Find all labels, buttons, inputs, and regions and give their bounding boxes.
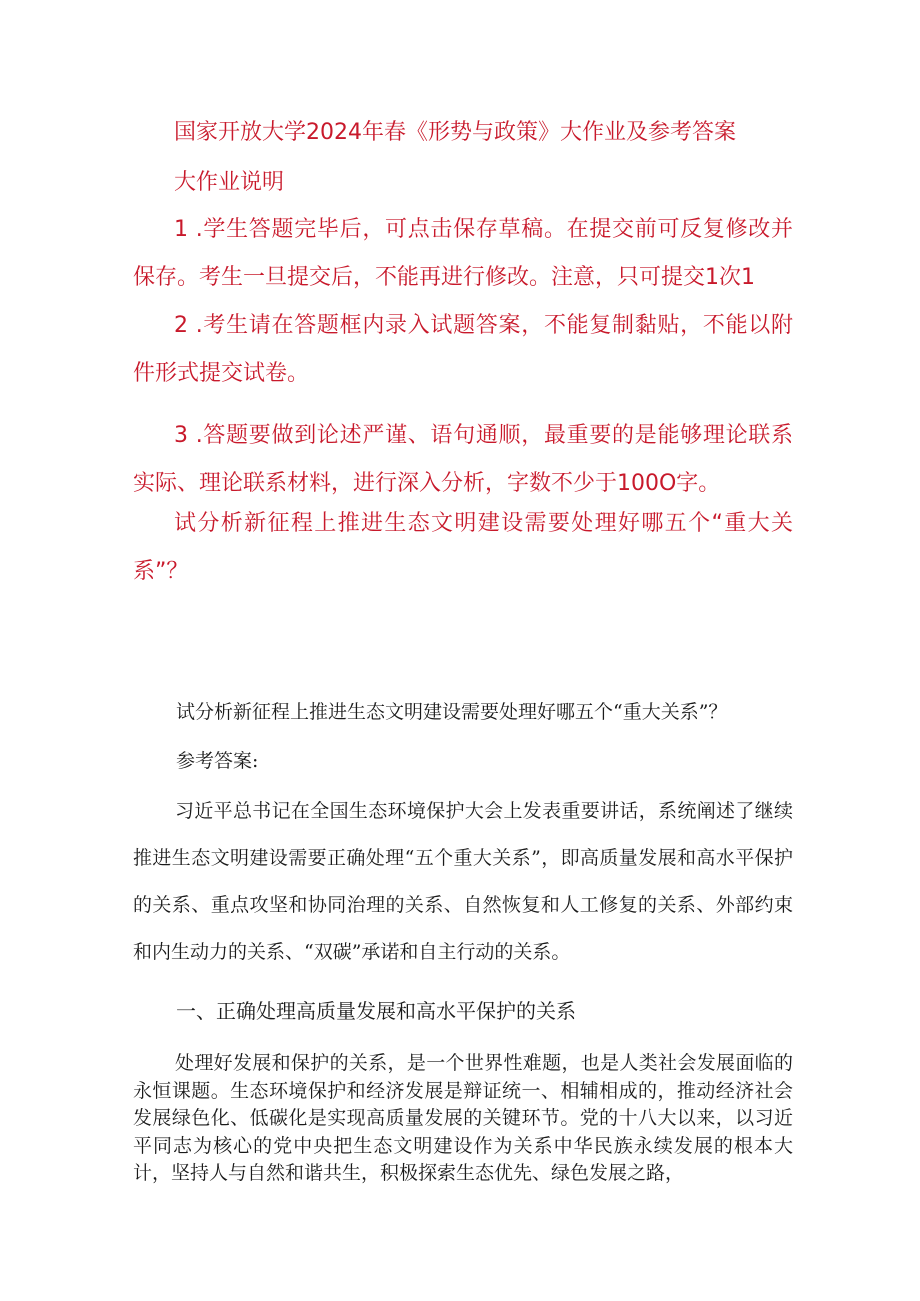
document-title: 国家开放大学2024年春《形势与政策》大作业及参考答案 <box>174 120 736 145</box>
instructions-heading: 大作业说明 <box>174 170 285 195</box>
instruction-item-1: 1 .学生答题完毕后，可点击保存草稿。在提交前可反复修改并保存。考生一旦提交后，不能再进行修改。注意，只可提交1次1 <box>133 217 793 290</box>
section-heading-1: 一、正确处理高质量发展和高水平保护的关系 <box>176 999 576 1023</box>
instruction-item-2: 2 .考生请在答题框内录入试题答案，不能复制黏贴，不能以附件形式提交试卷。 <box>133 313 793 386</box>
section-1-paragraph: 处理好发展和保护的关系，是一个世界性难题，也是人类社会发展面临的永恒课题。生态环境保护和经济发展是辩证统一、相辅相成的，推动经济社会发展绿色化、低碳化是实现高质量发展的关键环节。党的十八大以来，以习近平同志为核心的党中央把生态文明建设作为关系中华民族永续发展的根本大计，坚持人与自然和谐共生，积极探索生态优先、绿色发展之路， <box>133 1052 793 1184</box>
assignment-question: 试分析新征程上推进生态文明建设需要处理好哪五个“重大关系”？ <box>133 511 793 584</box>
reference-answer-label: 参考答案: <box>176 750 259 772</box>
intro-paragraph: 习近平总书记在全国生态环境保护大会上发表重要讲话，系统阐述了继续推进生态文明建设需要正确处理“五个重大关系”，即高质量发展和高水平保护的关系、重点攻坚和协同治理的关系、自然恢复和人工修复的关系、外部约束和内生动力的关系、“双碳”承诺和自主行动的关系。 <box>133 800 793 963</box>
answer-question-restated: 试分析新征程上推进生态文明建设需要处理好哪五个“重大关系”？ <box>176 701 728 723</box>
instruction-item-3: 3 .答题要做到论述严谨、语句通顺，最重要的是能够理论联系实际、理论联系材料，进行深入分析，字数不少于100O字。 <box>133 423 793 496</box>
